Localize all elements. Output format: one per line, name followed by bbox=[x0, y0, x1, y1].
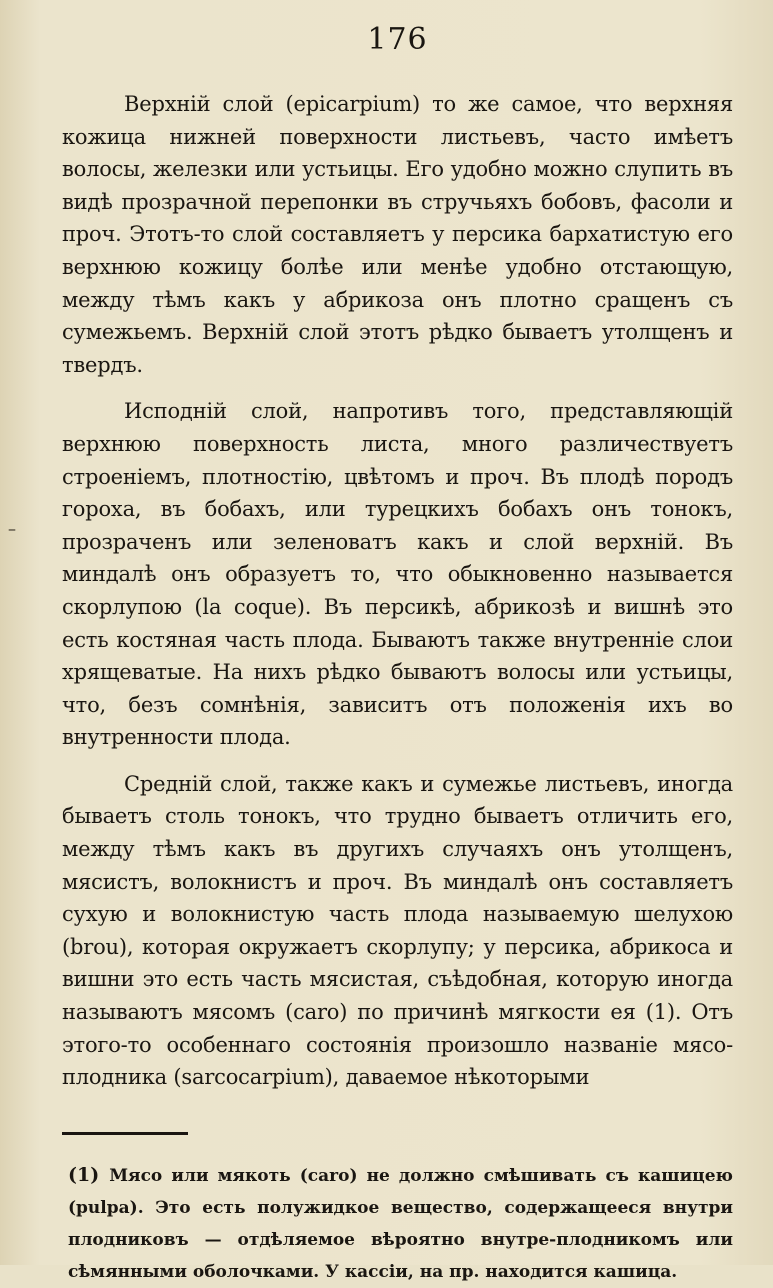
footnote bbox=[62, 1159, 733, 1288]
footnote-rule bbox=[62, 1132, 188, 1135]
page-number: 176 bbox=[367, 22, 428, 57]
margin-mark: – bbox=[8, 519, 16, 538]
paragraph-mesocarp: Средній слой, также какъ и сумежье листьевъ, иногда бываетъ столь тонокъ, что трудно бываетъ отличить его, между тѣмъ какъ въ другихъ случаяхъ онъ утолщенъ, мясистъ, волокнистъ и проч. Въ миндалѣ онъ составляетъ сухую и волокнистую часть плода называемую шелухою (brou), которая окружаетъ скорлупу; у персика, абрикоса и вишни это есть часть мясистая, съѣдобная, которую иногда называютъ мясомъ (caro) по причинѣ мягкости ея (1). Отъ этого-то особеннаго состоянія произошло названіе мясо-плодника (sarcocarpium), даваемое нѣкоторыми bbox=[62, 771, 733, 1090]
paragraph-endocarp: Исподній слой, напротивъ того, представляющій верхнюю поверхность листа, много различествуетъ строеніемъ, плотностію, цвѣтомъ и проч. Въ плодѣ породъ гороха, въ бобахъ, или турецкихъ бобахъ онъ тонокъ, прозраченъ или зеленоватъ какъ и слой верхній. Въ миндалѣ онъ образуетъ то, что обыкновенно называется скорлупою (la coque). Въ персикѣ, абрикозѣ и вишнѣ это есть костяная часть плода. Бываютъ также внутренніе слои хрящеватые. На нихъ рѣдко бываютъ волосы или устьицы, что, безъ сомнѣнія, зависитъ отъ положенія ихъ во внутренности плода. bbox=[62, 399, 733, 750]
footnote-text: Мясо или мякоть (caro) не должно смѣшивать съ кашицею (pulpa). Это есть полужидкое вещество, содержащееся внутри плодниковъ — отдѣляемое вѣроятно внутре-плодникомъ или сѣмянными оболочками. У кассіи, на пр. находится кашица. bbox=[68, 1165, 733, 1282]
paragraph-epicarp: Верхній слой (epicarpium) то же самое, что верхняя кожица нижней поверхности листьевъ, часто имѣетъ волосы, железки или устьицы. Его удобно можно слупить въ видѣ прозрачной перепонки въ стручьяхъ бобовъ, фасоли и проч. Этотъ-то слой составляетъ у персика бархатистую его верхнюю кожицу болѣе или менѣе удобно отстающую, между тѣмъ какъ у абрикоза онъ плотно сращенъ съ сумежьемъ. Верхній слой этотъ рѣдко бываетъ утолщенъ и твердъ. bbox=[62, 92, 733, 377]
footnote-marker: (1) bbox=[68, 1163, 100, 1186]
